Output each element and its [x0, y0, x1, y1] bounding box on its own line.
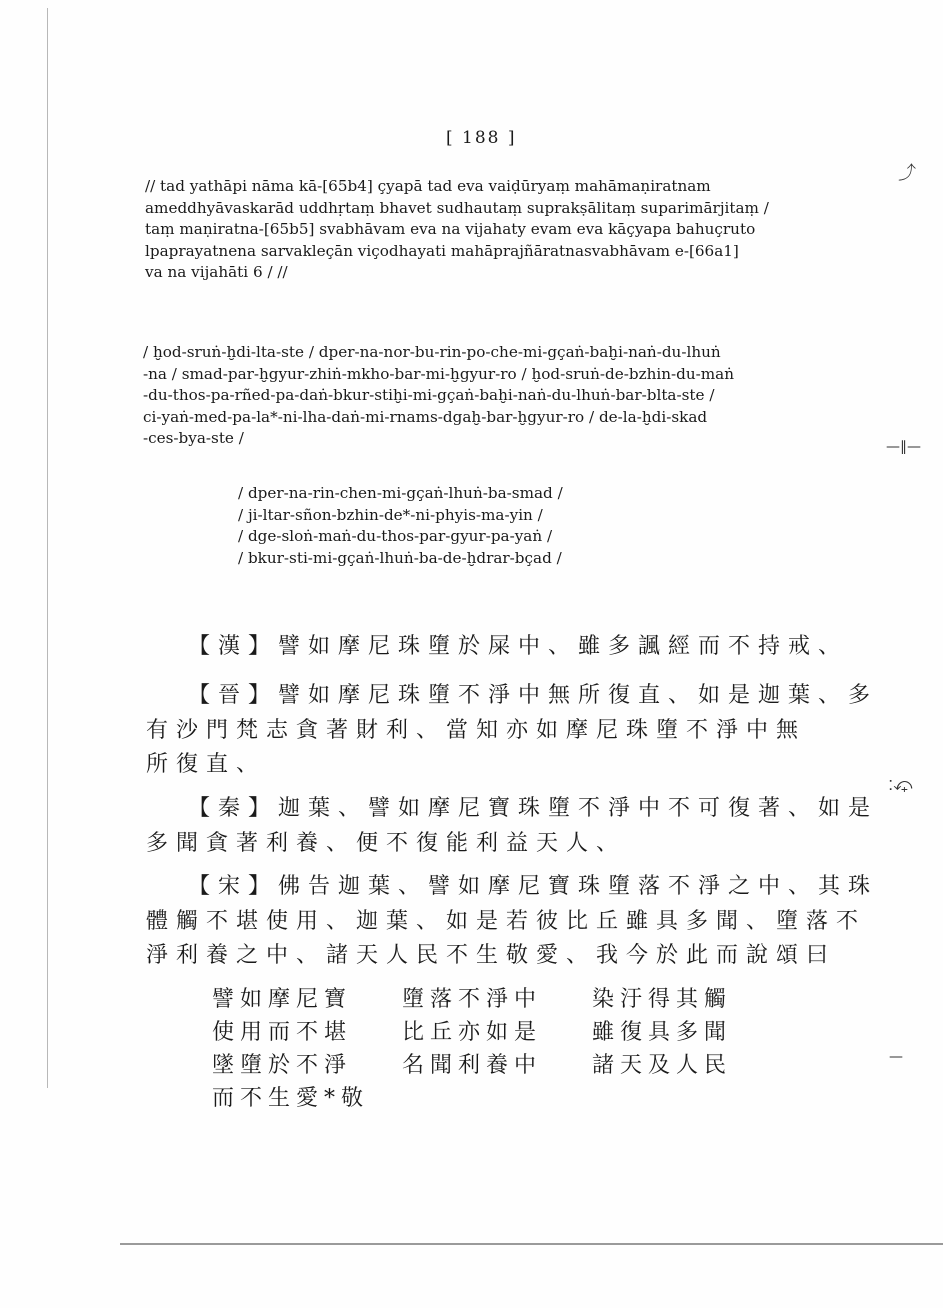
sanskrit-line: va na vijahāti 6 / // [145, 263, 288, 281]
chinese-line: 淨利養之中、諸天人民不生敬愛、我今於此而說頌曰 [146, 943, 837, 968]
gatha-phrase: 染汙得其觸 [592, 987, 733, 1012]
chinese-line: 體觸不堪使用、迦葉、如是若彼比丘雖具多聞、墮落不 [146, 908, 867, 934]
tibetan-line: / ḫod-sruṅ-ḫdi-lta-ste / dper-na-nor-bu-rin-po-che-mi-gçaṅ-baḫi-naṅ-du-lhuṅ [143, 343, 721, 361]
chinese-line: 【秦】迦葉、譬如摩尼寶珠墮不淨中不可復著、如是 [188, 796, 879, 821]
gatha-phrase: 諸天及人民 [592, 1053, 733, 1078]
han-translation [146, 630, 849, 665]
verse-line: / dper-na-rin-chen-mi-gçaṅ-lhuṅ-ba-smad / [238, 484, 563, 502]
gatha-phrase: 雖復具多聞 [592, 1020, 733, 1045]
sanskrit-line: ameddhyāvaskarād uddhṛtaṃ bhavet sudhautaṃ suprakṣālitaṃ suparimārjitaṃ / [145, 198, 769, 217]
chinese-line: 多聞貪著利養、便不復能利益天人、 [146, 830, 627, 856]
margin-mark: —∥— [886, 439, 921, 455]
gatha-phrase: 名聞利養中 [402, 1053, 543, 1078]
page-number: [ 188 ] [446, 128, 517, 148]
song-translation [146, 870, 879, 974]
scan-edge-line [47, 8, 48, 1088]
tibetan-line: ci-yaṅ-med-pa-la*-ni-lha-daṅ-mi-rnams-dgaḫ-bar-ḫgyur-ro / de-la-ḫdi-skad [143, 407, 708, 426]
verse-line: / ji-ltar-sñon-bzhin-de*-ni-phyis-ma-yin / [238, 505, 543, 524]
sanskrit-line: // tad yathāpi nāma kā-[65b4] çyapā tad eva vaiḍūryaṃ mahāmaṇiratnam [145, 177, 711, 195]
tibetan-line: -na / smad-par-ḫgyur-zhiṅ-mkho-bar-mi-ḫgyur-ro / ḫod-sruṅ-de-bzhin-du-maṅ [143, 364, 734, 383]
gatha-phrase: 而不生愛*敬 [212, 1086, 370, 1111]
margin-mark: — [889, 1049, 903, 1065]
sanskrit-paragraph [145, 176, 825, 284]
gatha-row [212, 1082, 772, 1115]
gatha-phrase: 墮落不淨中 [402, 987, 543, 1012]
chinese-line: 所復直、 [146, 752, 267, 777]
chinese-line: 【宋】佛告迦葉、譬如摩尼寶珠墮落不淨之中、其珠 [188, 874, 879, 899]
margin-mark: ⤴ [898, 163, 916, 184]
gatha-row [212, 1016, 772, 1049]
chinese-line: 有沙門梵志貪著財利、當知亦如摩尼珠墮不淨中無 [146, 717, 807, 743]
gatha-row [212, 1049, 772, 1082]
jin-translation [146, 679, 879, 783]
chinese-line: 【漢】譬如摩尼珠墮於屎中、雖多諷經而不持戒、 [188, 634, 849, 659]
tibetan-paragraph [143, 342, 823, 450]
gatha-phrase: 墜墮於不淨 [212, 1053, 353, 1078]
chinese-line: 【晉】譬如摩尼珠墮不淨中無所復直、如是迦葉、多 [188, 683, 879, 708]
gatha-row [212, 983, 772, 1016]
song-gatha [212, 983, 772, 1115]
tibetan-line: -ces-bya-ste / [143, 429, 244, 447]
gatha-phrase: 使用而不堪 [212, 1020, 353, 1045]
gatha-phrase: 譬如摩尼寶 [212, 987, 353, 1012]
qin-translation [146, 792, 879, 861]
verse-line: / bkur-sti-mi-gçaṅ-lhuṅ-ba-de-ḫdrar-bçad / [238, 548, 562, 567]
tibetan-verse [238, 483, 563, 569]
sanskrit-line: lpaprayatnena sarvakleçān viçodhayati mahāprajñāratnasvabhāvam e-[66a1] [145, 241, 739, 260]
tibetan-line: -du-thos-pa-rñed-pa-daṅ-bkur-stiḫi-mi-gçaṅ-baḫi-naṅ-du-lhuṅ-bar-blta-ste / [143, 386, 715, 404]
scan-bottom-line [120, 1243, 943, 1245]
gatha-phrase: 比丘亦如是 [402, 1020, 543, 1045]
sanskrit-line: taṃ maṇiratna-[65b5] svabhāvam eva na vijahaty evam eva kāçyapa bahuçruto [145, 220, 756, 238]
verse-line: / dge-sloṅ-maṅ-du-thos-par-gyur-pa-yaṅ / [238, 527, 553, 545]
margin-mark: ׃⤽ [888, 774, 913, 795]
